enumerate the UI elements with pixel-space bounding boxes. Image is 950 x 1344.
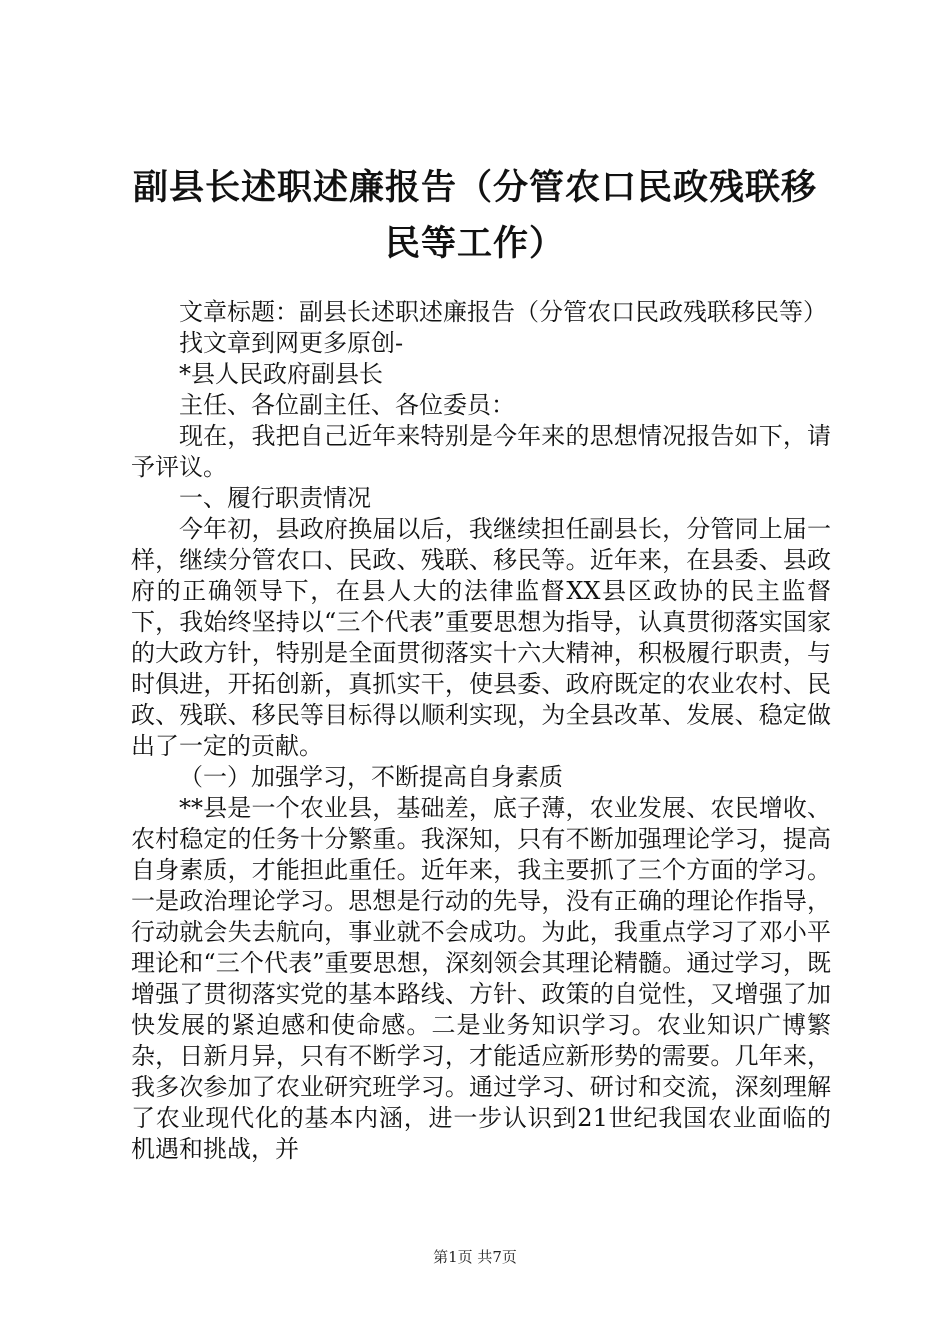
paragraph-study: **县是一个农业县，基础差，底子薄，农业发展、农民增收、农村稳定的任务十分繁重。我深知，只有不断加强理论学习，提高自身素质，才能担此重任。近年来，我主要抓了三个方面的学习。一是政治理论学习。思想是行动的先导，没有正确的理论作指导，行动就会失去航向，事业就不会成功。为此，我重点学习了邓小平理论和“三个代表”重要思想，深刻领会其理论精髓。通过学习，既增强了贯彻落实党的基本路线、方针、政策的自觉性，又增强了加快发展的紧迫感和使命感。二是业务知识学习。农业知识广博繁杂，日新月异，只有不断学习，才能适应新形势的需要。几年来，我多次参加了农业研究班学习。通过学习、研讨和交流，深刻理解了农业现代化的基本内涵，进一步认识到21世纪我国农业面临的机遇和挑战，并 bbox=[131, 794, 831, 1163]
paragraph-duties: 今年初，县政府换届以后，我继续担任副县长，分管同上届一样，继续分管农口、民政、残联、移民等。近年来，在县委、县政府的正确领导下，在县人大的法律监督XX县区政协的民主监督下，我始终坚持以“三个代表”重要思想为指导，认真贯彻落实国家的大政方针，特别是全面贯彻落实十六大精神，积极履行职责，与时俱进，开拓创新，真抓实干，使县委、政府既定的农业农村、民政、残联、移民等目标得以顺利实现，为全县改革、发展、稳定做出了一定的贡献。 bbox=[131, 515, 831, 760]
document-title: 副县长述职述廉报告（分管农口民政残联移民等工作） bbox=[132, 167, 817, 264]
paragraph-author: *县人民政府副县长 bbox=[179, 360, 383, 388]
paragraph-intro: 现在，我把自己近年来特别是今年来的思想情况报告如下，请予评议。 bbox=[131, 422, 831, 481]
paragraph-article-title: 文章标题：副县长述职述廉报告（分管农口民政残联移民等） bbox=[179, 298, 827, 326]
paragraph-salutation: 主任、各位副主任、各位委员： bbox=[179, 391, 515, 419]
subsection-heading-1: （一）加强学习，不断提高自身素质 bbox=[179, 763, 563, 791]
document-body bbox=[131, 297, 831, 1165]
page-number-footer: 第1页 共7页 bbox=[433, 1248, 517, 1266]
paragraph-source-note: 找文章到网更多原创- bbox=[179, 329, 404, 357]
section-heading-1: 一、履行职责情况 bbox=[179, 484, 371, 512]
